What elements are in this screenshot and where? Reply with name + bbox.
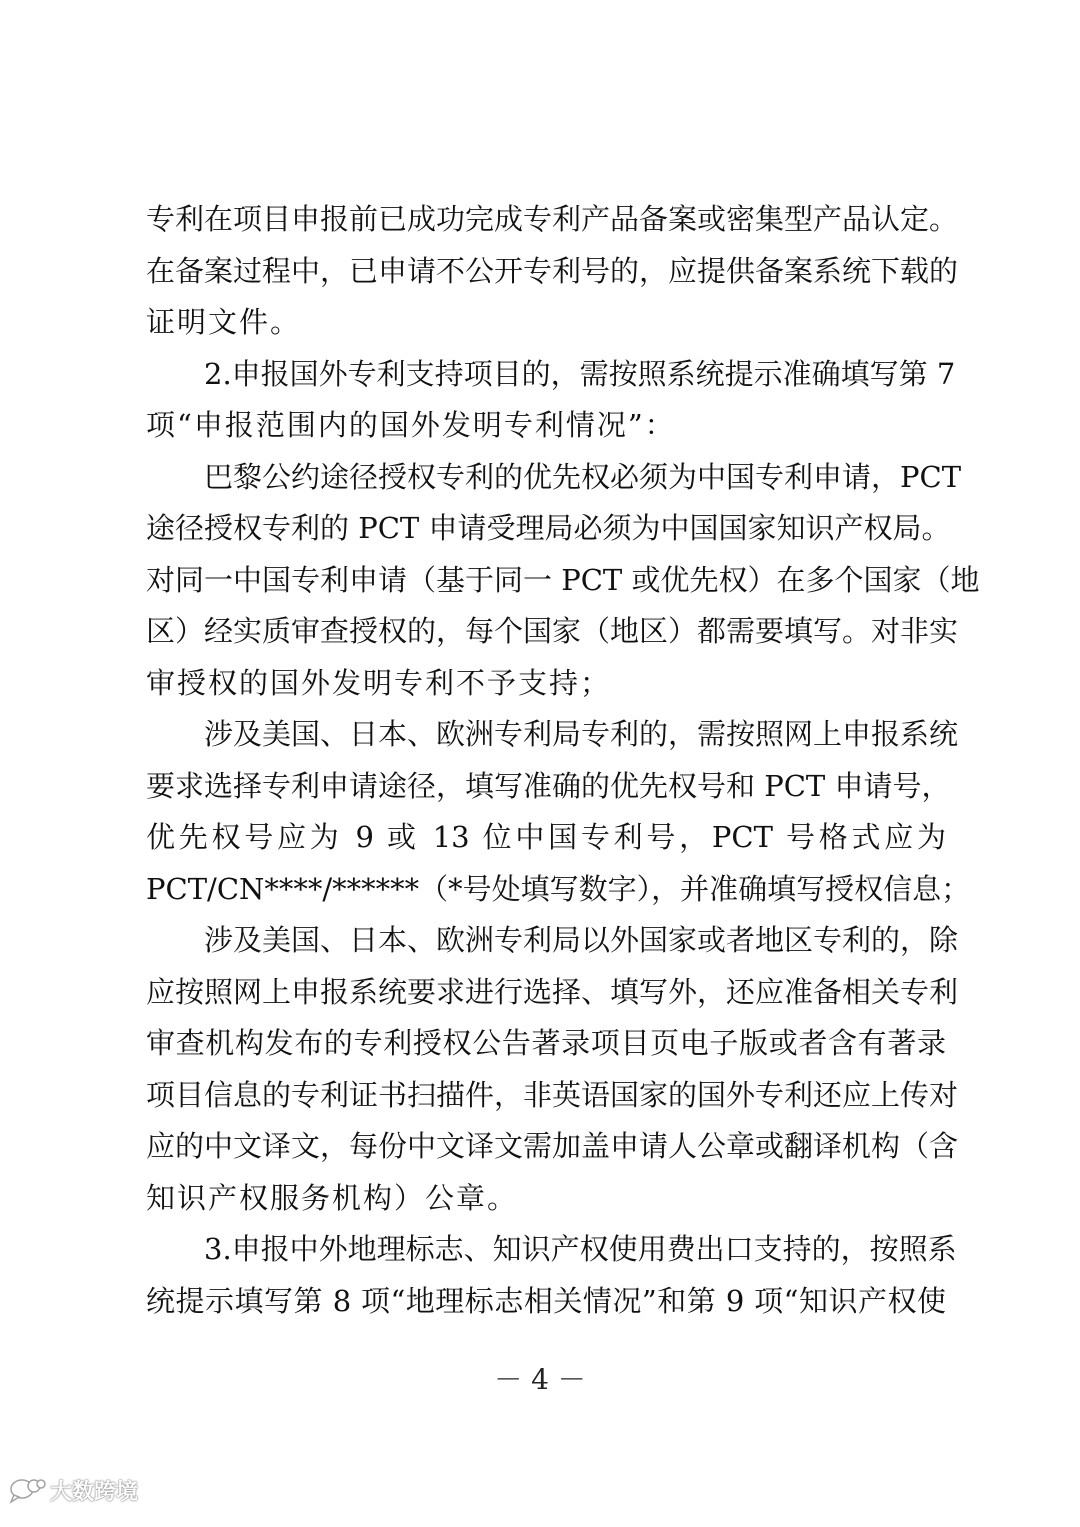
text-line: 2.申报国外专利支持项目的，需按照系统提示准确填写第 7 <box>204 356 956 391</box>
watermark <box>8 1470 138 1510</box>
text-line: 证明文件。 <box>146 305 302 339</box>
page-number: － 4 － <box>494 1363 586 1396</box>
text-line: 项“申报范围内的国外发明专利情况”： <box>146 408 676 442</box>
text-line: PCT/CN****/******（*号处填写数字），并准确填写授权信息； <box>146 871 971 906</box>
text-line: 对同一中国专利申请（基于同一 PCT 或优先权）在多个国家（地 <box>146 562 980 597</box>
text-line: 要求选择专利申请途径，填写准确的优先权号和 PCT 申请号， <box>146 768 951 803</box>
text-line: 涉及美国、日本、欧洲专利局以外国家或者地区专利的，除 <box>204 923 959 957</box>
text-line: 知识产权服务机构）公章。 <box>146 1180 519 1215</box>
text-line: 审查机构发布的专利授权公告著录项目页电子版或者含有著录 <box>146 1026 946 1060</box>
chat-bubble-logo-icon <box>8 1476 46 1504</box>
text-line: 统提示填写第 8 项“地理标志相关情况”和第 9 项“知识产权使 <box>146 1283 946 1318</box>
text-line: 在备案过程中，已申请不公开专利号的，应提供备案系统下载的 <box>146 253 959 288</box>
text-line: 项目信息的专利证书扫描件，非英语国家的国外专利还应上传对 <box>146 1077 959 1112</box>
text-line: 巴黎公约途径授权专利的优先权必须为中国专利申请，PCT <box>204 459 962 494</box>
text-line: 应按照网上申报系统要求进行选择、填写外，还应准备相关专利 <box>146 974 959 1009</box>
text-line: 区）经实质审查授权的，每个国家（地区）都需要填写。对非实 <box>146 614 959 648</box>
body-text <box>146 194 980 1327</box>
text-line: 审授权的国外发明专利不予支持； <box>146 665 612 700</box>
text-line: 涉及美国、日本、欧洲专利局专利的，需按照网上申报系统 <box>204 717 959 751</box>
text-line: 3.申报中外地理标志、知识产权使用费出口支持的，按照系 <box>204 1232 957 1266</box>
text-line: 优先权号应为 9 或 13 位中国专利号，PCT 号格式应为 <box>146 820 946 854</box>
text-line: 专利在项目申报前已成功完成专利产品备案或密集型产品认定。 <box>146 202 959 236</box>
text-line: 应的中文译文，每份中文译文需加盖申请人公章或翻译机构（含 <box>146 1129 959 1163</box>
watermark-text: 大数跨境 <box>50 1479 139 1505</box>
text-line: 途径授权专利的 PCT 申请受理局必须为中国国家知识产权局。 <box>146 511 951 545</box>
